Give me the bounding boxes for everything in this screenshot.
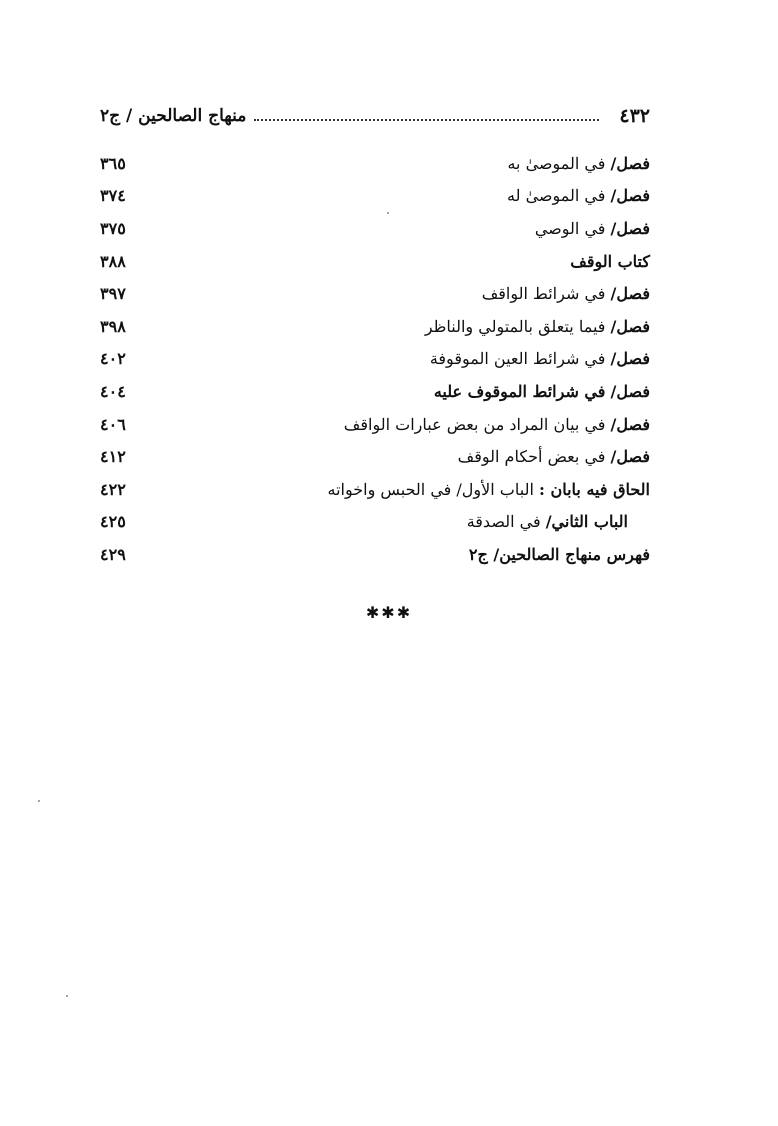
toc-entry-title: فصل/ في بعض أحكام الوقف (457, 447, 650, 467)
toc-entry-title: الباب الثاني/ في الصدقة (466, 512, 628, 532)
toc-entry (100, 180, 650, 213)
toc-entry (100, 506, 650, 539)
scan-speck (38, 800, 40, 802)
toc-entry (100, 277, 650, 310)
table-of-contents (100, 147, 650, 571)
page-number: ٤٣٢ (619, 105, 650, 127)
toc-entry-title: فصل/ في شرائط العين الموقوفة (429, 349, 650, 369)
toc-entry-title: فصل/ فيما يتعلق بالمتولي والناظر (424, 316, 650, 336)
toc-entry-title: فصل/ في شرائط الواقف (481, 284, 650, 304)
toc-entry-page: ٣٨٨ (100, 251, 126, 271)
toc-entry-title: فصل/ في الوصي (534, 218, 650, 238)
toc-entry-page: ٤٠٢ (100, 349, 126, 369)
toc-entry (100, 343, 650, 376)
toc-entry-page: ٣٧٤ (100, 186, 126, 206)
toc-entry (100, 440, 650, 473)
dot-leader (254, 119, 599, 121)
toc-entry-page: ٣٧٥ (100, 218, 126, 238)
toc-entry-title: فصل/ في الموصىٰ له (507, 186, 650, 206)
toc-entry (100, 538, 650, 571)
toc-entry-page: ٤٢٢ (100, 479, 126, 499)
toc-entry-title: الحاق فيه بابان : الباب الأول/ في الحبس واخواته (327, 479, 650, 499)
toc-entry (100, 408, 650, 441)
running-title: منهاج الصالحين / ج٢ (100, 106, 247, 126)
toc-entry-title: فصل/ في شرائط الموقوف عليه (433, 381, 650, 401)
toc-entry (100, 473, 650, 506)
toc-entry-title: فصل/ في الموصىٰ به (507, 153, 650, 173)
toc-entry (100, 375, 650, 408)
toc-entry-page: ٤١٢ (100, 447, 126, 467)
toc-entry-title: فصل/ في بيان المراد من بعض عبارات الواقف (343, 414, 650, 434)
running-header (100, 100, 650, 132)
toc-entry-page: ٤٢٩ (100, 544, 126, 564)
section-ornament: ✱✱✱ (365, 603, 413, 622)
toc-entry-page: ٣٩٧ (100, 284, 126, 304)
toc-entry (100, 147, 650, 180)
scan-speck (387, 212, 389, 214)
toc-index-title: فهرس منهاج الصالحين/ ج٢ (468, 544, 650, 564)
scan-speck (66, 995, 68, 997)
toc-entry (100, 310, 650, 343)
toc-entry-page: ٣٦٥ (100, 153, 126, 173)
toc-entry-page: ٤٢٥ (100, 512, 126, 532)
toc-book-title: كتاب الوقف (570, 251, 650, 271)
toc-entry (100, 212, 650, 245)
toc-entry (100, 245, 650, 278)
toc-entry-page: ٤٠٤ (100, 381, 126, 401)
toc-entry-page: ٣٩٨ (100, 316, 126, 336)
toc-entry-page: ٤٠٦ (100, 414, 126, 434)
